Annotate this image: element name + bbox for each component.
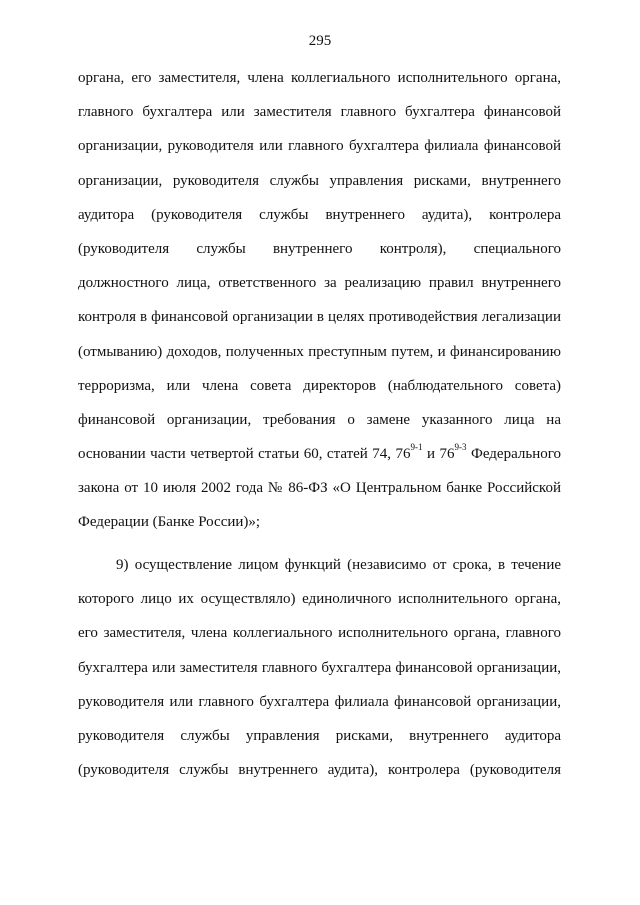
text-line: (руководителя службы внутреннего контроля), специального (78, 240, 561, 257)
text-line: организации, руководителя службы управления рисками, внутреннего (78, 172, 561, 189)
text-segment: основании части четвертой статьи 60, статей 74, 76 (78, 446, 411, 463)
text-line: закона от 10 июля 2002 года № 86-ФЗ «О Центральном банке Российской (78, 480, 561, 497)
text-line: контроля в финансовой организации в целях противодействия легализации (78, 309, 561, 326)
text-line: руководителя или главного бухгалтера филиала финансовой организации, (78, 693, 561, 710)
text-line: которого лицо их осуществляло) единоличного исполнительного органа, (78, 591, 561, 608)
text-line: бухгалтера или заместителя главного бухгалтера финансовой организации, (78, 659, 561, 676)
page-number: 295 (308, 33, 332, 49)
text-line-with-superscripts (78, 442, 562, 479)
text-segment: и 76 (422, 446, 455, 463)
text-line: руководителя службы управления рисками, внутреннего аудитора (78, 727, 561, 744)
text-line: финансовой организации, требования о замене указанного лица на (78, 411, 561, 428)
text-line: его заместителя, члена коллегиального исполнительного органа, главного (78, 625, 561, 642)
superscript: 9-3 (454, 442, 467, 453)
text-line: аудитора (руководителя службы внутреннего аудита), контролера (78, 206, 561, 223)
text-segment: Федерального (466, 446, 562, 463)
text-line: органа, его заместителя, члена коллегиального исполнительного органа, (78, 70, 561, 86)
paragraph-continuation (78, 69, 561, 548)
text-line: должностного лица, ответственного за реализацию правил внутреннего (78, 275, 561, 292)
superscript: 9-1 (410, 442, 423, 453)
text-line: Федерации (Банке России)»; (78, 514, 261, 531)
text-line: 9) осуществление лицом функций (независимо от срока, в течение (116, 557, 561, 573)
text-line: (отмыванию) доходов, полученных преступным путем, и финансированию (78, 343, 561, 360)
text-line: терроризма, или члена совета директоров (наблюдательного совета) (78, 377, 561, 394)
text-line: (руководителя службы внутреннего аудита), контролера (руководителя (78, 762, 561, 779)
text-line: организации, руководителя или главного бухгалтера филиала финансовой (78, 138, 561, 155)
paragraph-item-9 (78, 556, 561, 795)
text-line: главного бухгалтера или заместителя главного бухгалтера финансовой (78, 104, 561, 121)
